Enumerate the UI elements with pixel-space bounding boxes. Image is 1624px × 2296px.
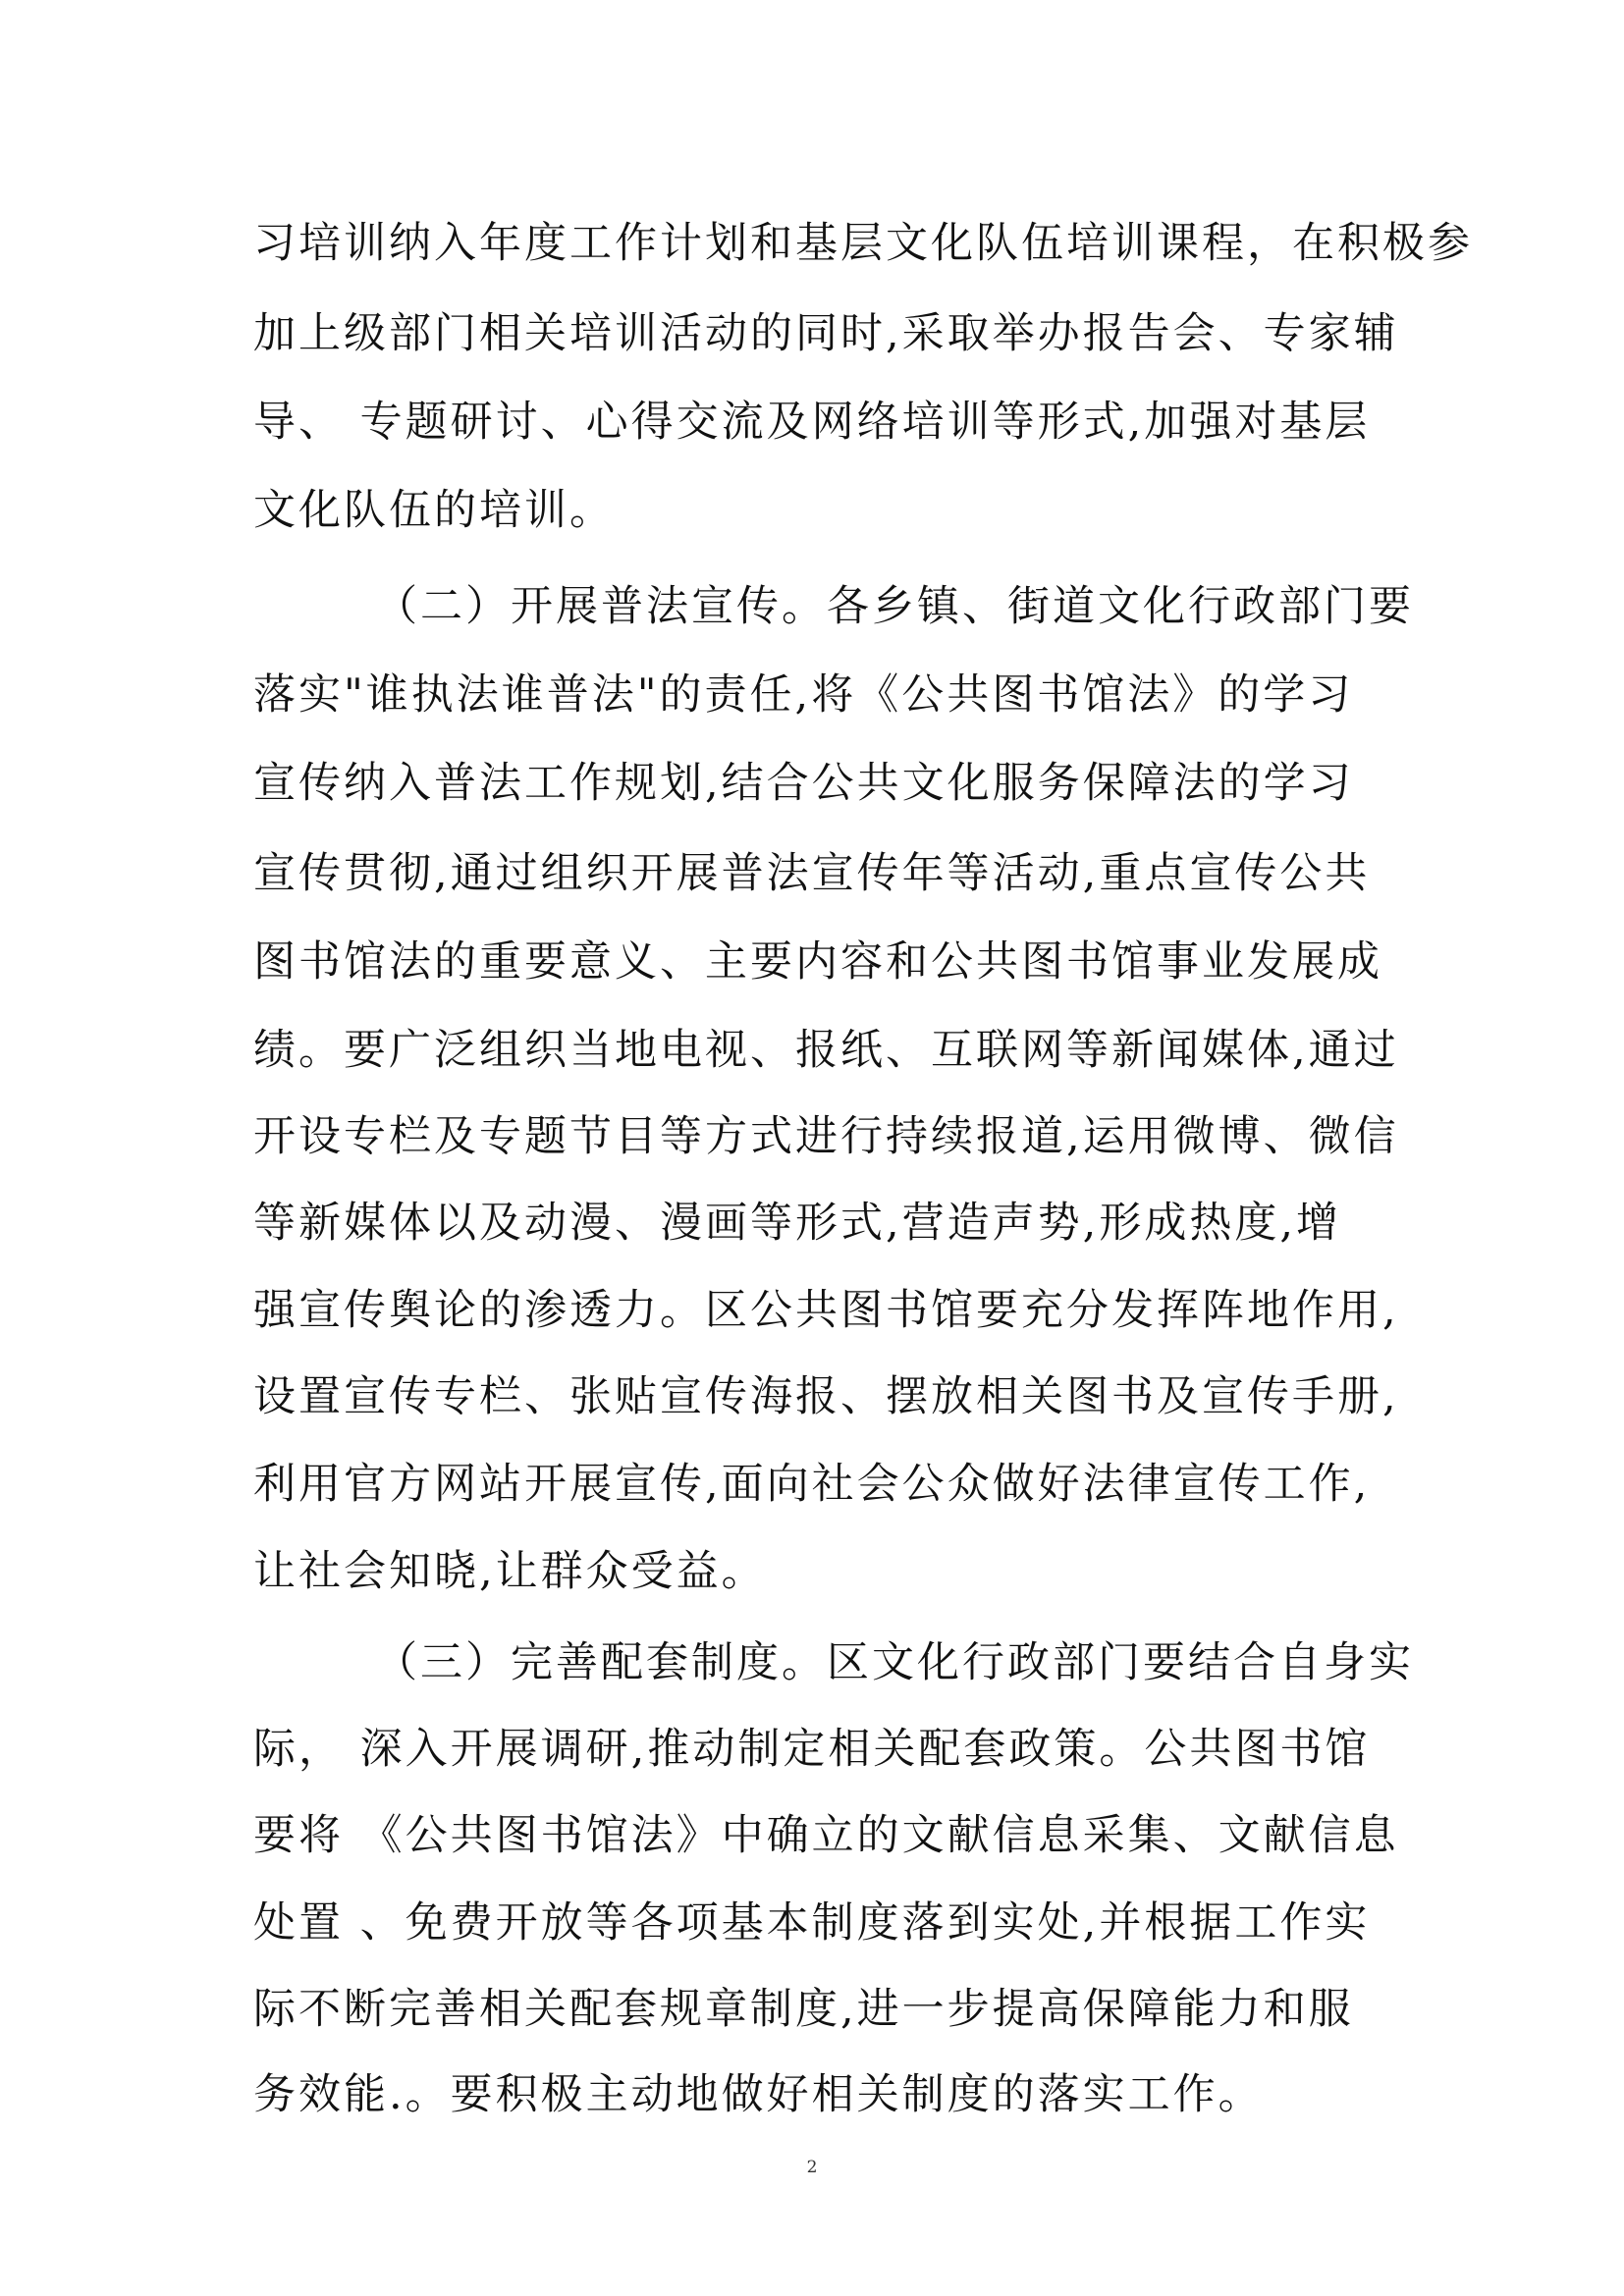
body-text-line: 务效能.。要积极主动地做好相关制度的落实工作。: [253, 2070, 1264, 2119]
body-text-line: 导、 专题研讨、心得交流及网络培训等形式,加强对基层: [253, 398, 1371, 447]
body-text-line: 绩。要广泛组织当地电视、报纸、互联网等新闻媒体,通过: [253, 1026, 1399, 1075]
body-text-line: 设置宣传专栏、张贴宣传海报、摆放相关图书及宣传手册,: [253, 1372, 1399, 1421]
section-heading-line: （三）完善配套制度。区文化行政部门要结合自身实: [375, 1638, 1414, 1687]
body-text-line: 宣传纳入普法工作规划,结合公共文化服务保障法的学习: [253, 759, 1354, 808]
body-text-line: 利用官方网站开展宣传,面向社会公众做好法律宣传工作,: [253, 1460, 1371, 1509]
page-number: 2: [806, 2158, 818, 2177]
body-text-line: 加上级部门相关培训活动的同时,采取举办报告会、专家辅: [253, 309, 1399, 358]
body-text-line: 落实"谁执法谁普法"的责任,将《公共图书馆法》的学习: [253, 670, 1354, 720]
body-text-line: 图书馆法的重要意义、主要内容和公共图书馆事业发展成: [253, 937, 1382, 987]
body-text-line: 习培训纳入年度工作计划和基层文化队伍培训课程，在积极参: [253, 219, 1473, 268]
body-text-line: 强宣传舆论的渗透力。区公共图书馆要充分发挥阵地作用,: [253, 1286, 1399, 1335]
body-text-line: 文化队伍的培训。: [253, 486, 615, 535]
body-text-line: 要将 《公共图书馆法》中确立的文献信息采集、文献信息: [253, 1811, 1399, 1860]
body-text-line: 宣传贯彻,通过组织开展普法宣传年等活动,重点宣传公共: [253, 849, 1371, 898]
body-text-line: 等新媒体以及动漫、漫画等形式,营造声势,形成热度,增: [253, 1199, 1342, 1248]
body-text-line: 让社会知晓,让群众受益。: [253, 1547, 767, 1596]
body-text-line: 际， 深入开展调研,推动制定相关配套政策。公共图书馆: [253, 1725, 1371, 1774]
body-text-line: 开设专栏及专题节目等方式进行持续报道,运用微博、微信: [253, 1112, 1399, 1161]
body-text-line: 处置 、免费开放等各项基本制度落到实处,并根据工作实: [253, 1898, 1371, 1948]
section-heading-line: （二）开展普法宣传。各乡镇、街道文化行政部门要: [375, 582, 1414, 631]
body-text-line: 际不断完善相关配套规章制度,进一步提高保障能力和服: [253, 1985, 1354, 2034]
